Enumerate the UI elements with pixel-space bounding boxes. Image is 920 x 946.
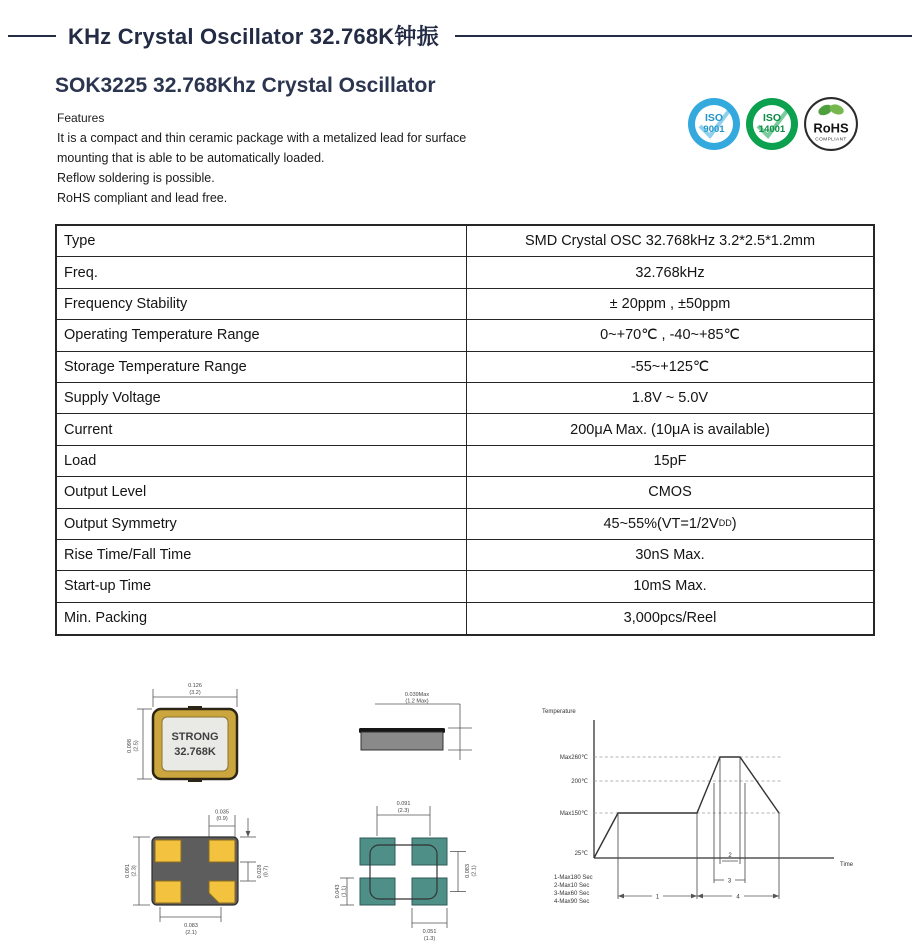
features-line: It is a compact and thin ceramic package with a metalized lead for surface <box>57 131 467 145</box>
x-axis-title: Time <box>840 862 854 868</box>
spec-row-label: Supply Voltage <box>57 383 467 414</box>
dim-arrow <box>246 831 251 837</box>
spec-row-value: SMD Crystal OSC 32.768kHz 3.2*2.5*1.2mm <box>467 226 873 257</box>
features-line: Reflow soldering is possible. <box>57 171 215 185</box>
land-pad-height-inches: 0.043 <box>335 884 341 899</box>
land-pad-width-mm: (1.3) <box>423 936 436 942</box>
spec-row-value: 3,000pcs/Reel <box>623 610 717 627</box>
marking-brand: STRONG <box>171 731 219 743</box>
spec-row-label: Storage Temperature Range <box>57 352 467 383</box>
page-title: KHz Crystal Oscillator 32.768K钟振 <box>68 24 439 49</box>
spec-row-label: Freq. <box>57 257 467 288</box>
iso-9001-badge-icon <box>687 97 741 151</box>
spec-row-value: 15pF <box>467 446 873 477</box>
pad <box>155 881 181 903</box>
spec-row-value: 10mS Max. <box>467 571 873 602</box>
dim-label-4: 4 <box>736 894 740 901</box>
symmetry-value-subscript: DD <box>718 518 732 529</box>
top-view-height-inches: 0.098 <box>127 739 133 753</box>
land-pattern-drawing <box>322 793 507 943</box>
dim-label-1: 1 <box>655 894 660 901</box>
spec-row-label: Load <box>57 446 467 477</box>
land-pad-height-mm: (1.1) <box>341 885 348 898</box>
land-pad <box>412 838 447 865</box>
spec-row-value: 30nS Max. <box>467 540 873 571</box>
spec-row-value: 0~+70℃ , -40~+85℃ <box>467 320 873 351</box>
bottom-view-pad-gap-inches: 0.028 <box>257 864 263 879</box>
rohs-text: RoHS <box>813 120 849 136</box>
spec-row-value: 1.8V ~ 5.0V <box>467 383 873 414</box>
y-tick-25: 25℃ <box>574 851 588 857</box>
side-view-height-inches: 0.039Max <box>404 692 430 698</box>
symmetry-value-suffix: ) <box>731 515 737 532</box>
top-view-height-mm: (2.5) <box>133 740 140 752</box>
header-rule-right <box>455 35 912 37</box>
legend-line-1: 1-Max180 Sec <box>554 875 593 881</box>
land-pad <box>412 878 447 905</box>
dim-label-3: 3 <box>727 878 732 885</box>
features-line: mounting that is able to be automatically loaded. <box>57 151 325 165</box>
bottom-view-pad-width-mm: (0.9) <box>216 816 228 822</box>
product-subtitle: SOK3225 32.768Khz Crystal Oscillator <box>55 74 436 97</box>
package-top-view-drawing <box>108 676 258 816</box>
features-line: RoHS compliant and lead free. <box>57 191 228 205</box>
bottom-view-pad-span-mm: (2.1) <box>185 930 197 936</box>
dim-arrow <box>618 894 624 899</box>
bottom-view-pad-span-inches: 0.083 <box>184 923 198 929</box>
rohs-badge-icon <box>803 96 859 152</box>
top-view-width-mm: (3.2) <box>189 690 201 696</box>
land-pad <box>360 878 395 905</box>
spec-row-label: Start-up Time <box>57 571 467 602</box>
badge-text-iso: ISO <box>762 112 782 124</box>
bottom-view-pad-width-inches: 0.035 <box>215 809 229 816</box>
y-tick-max150: Max150℃ <box>559 811 588 817</box>
dim-arrow <box>773 894 779 899</box>
spec-row-label: Output Symmetry <box>57 509 467 540</box>
package-bottom-view-drawing <box>108 798 298 946</box>
pad <box>155 840 181 862</box>
spec-row-label: Frequency Stability <box>57 289 467 320</box>
spec-table <box>55 224 875 636</box>
spec-row-label: Output Level <box>57 477 467 508</box>
temperature-profile-line <box>594 757 779 858</box>
legend-line-4: 4-Max90 Sec <box>554 899 590 905</box>
badge-text-iso: ISO <box>704 112 724 124</box>
y-tick-max260: Max260℃ <box>559 755 588 761</box>
spec-row-value: 200μA Max. (10μA is available) <box>467 414 873 445</box>
spec-row-label: Type <box>57 226 467 257</box>
spec-row-label: Rise Time/Fall Time <box>57 540 467 571</box>
badge-text-number: 9001 <box>703 124 725 135</box>
spec-row-label: Min. Packing <box>57 603 467 634</box>
spec-row-label: Operating Temperature Range <box>57 320 467 351</box>
features-section <box>57 111 527 208</box>
marking-frequency: 32.768K <box>174 746 216 758</box>
symmetry-value-prefix: 45~55%(VT=1/2V <box>603 515 719 532</box>
bottom-view-body-height-mm: (2.3) <box>131 865 138 877</box>
header-rule-left <box>8 35 56 37</box>
dim-label-2: 2 <box>728 853 732 859</box>
dim-arrow <box>691 894 697 899</box>
package-side-view-drawing <box>338 686 488 771</box>
compliant-text: COMPLIANT <box>815 137 847 143</box>
package-lid <box>162 717 228 771</box>
land-pad <box>360 838 395 865</box>
legend-line-2: 2-Max10 Sec <box>554 883 590 889</box>
side-view-height-mm: (1.2 Max) <box>405 698 429 705</box>
page-header <box>8 20 912 51</box>
spec-row-value: CMOS <box>467 477 873 508</box>
package-body-side <box>361 732 443 750</box>
top-view-width-inches: 0.126 <box>188 683 202 689</box>
spec-row-value: 32.768kHz <box>467 257 873 288</box>
y-axis-title: Temperature <box>542 709 576 715</box>
spec-row-label: Current <box>57 414 467 445</box>
y-tick-200: 200℃ <box>571 779 588 785</box>
certification-badges <box>687 96 859 152</box>
spec-row-value: ± 20ppm , ±50ppm <box>467 289 873 320</box>
land-pitch-y-mm: (2.1) <box>471 865 478 877</box>
land-pitch-y-inches: 0.083 <box>465 864 471 878</box>
legend-line-3: 3-Max60 Sec <box>554 891 590 897</box>
land-pitch-x-inches: 0.091 <box>396 801 411 807</box>
spec-row-value <box>467 509 873 540</box>
features-heading: Features <box>57 111 105 125</box>
bottom-view-pad-gap-mm: (0.7) <box>263 865 270 878</box>
bottom-view-body-height-inches: 0.091 <box>125 864 131 878</box>
reflow-profile-chart <box>532 698 897 926</box>
pad <box>209 840 235 862</box>
iso-14001-badge-icon <box>745 97 799 151</box>
spec-row-value: -55~+125℃ <box>467 352 873 383</box>
dim-arrow <box>697 894 703 899</box>
land-pitch-x-mm: (2.3) <box>397 808 410 814</box>
land-pad-width-inches: 0.051 <box>422 929 437 935</box>
badge-text-number: 14001 <box>758 124 786 135</box>
